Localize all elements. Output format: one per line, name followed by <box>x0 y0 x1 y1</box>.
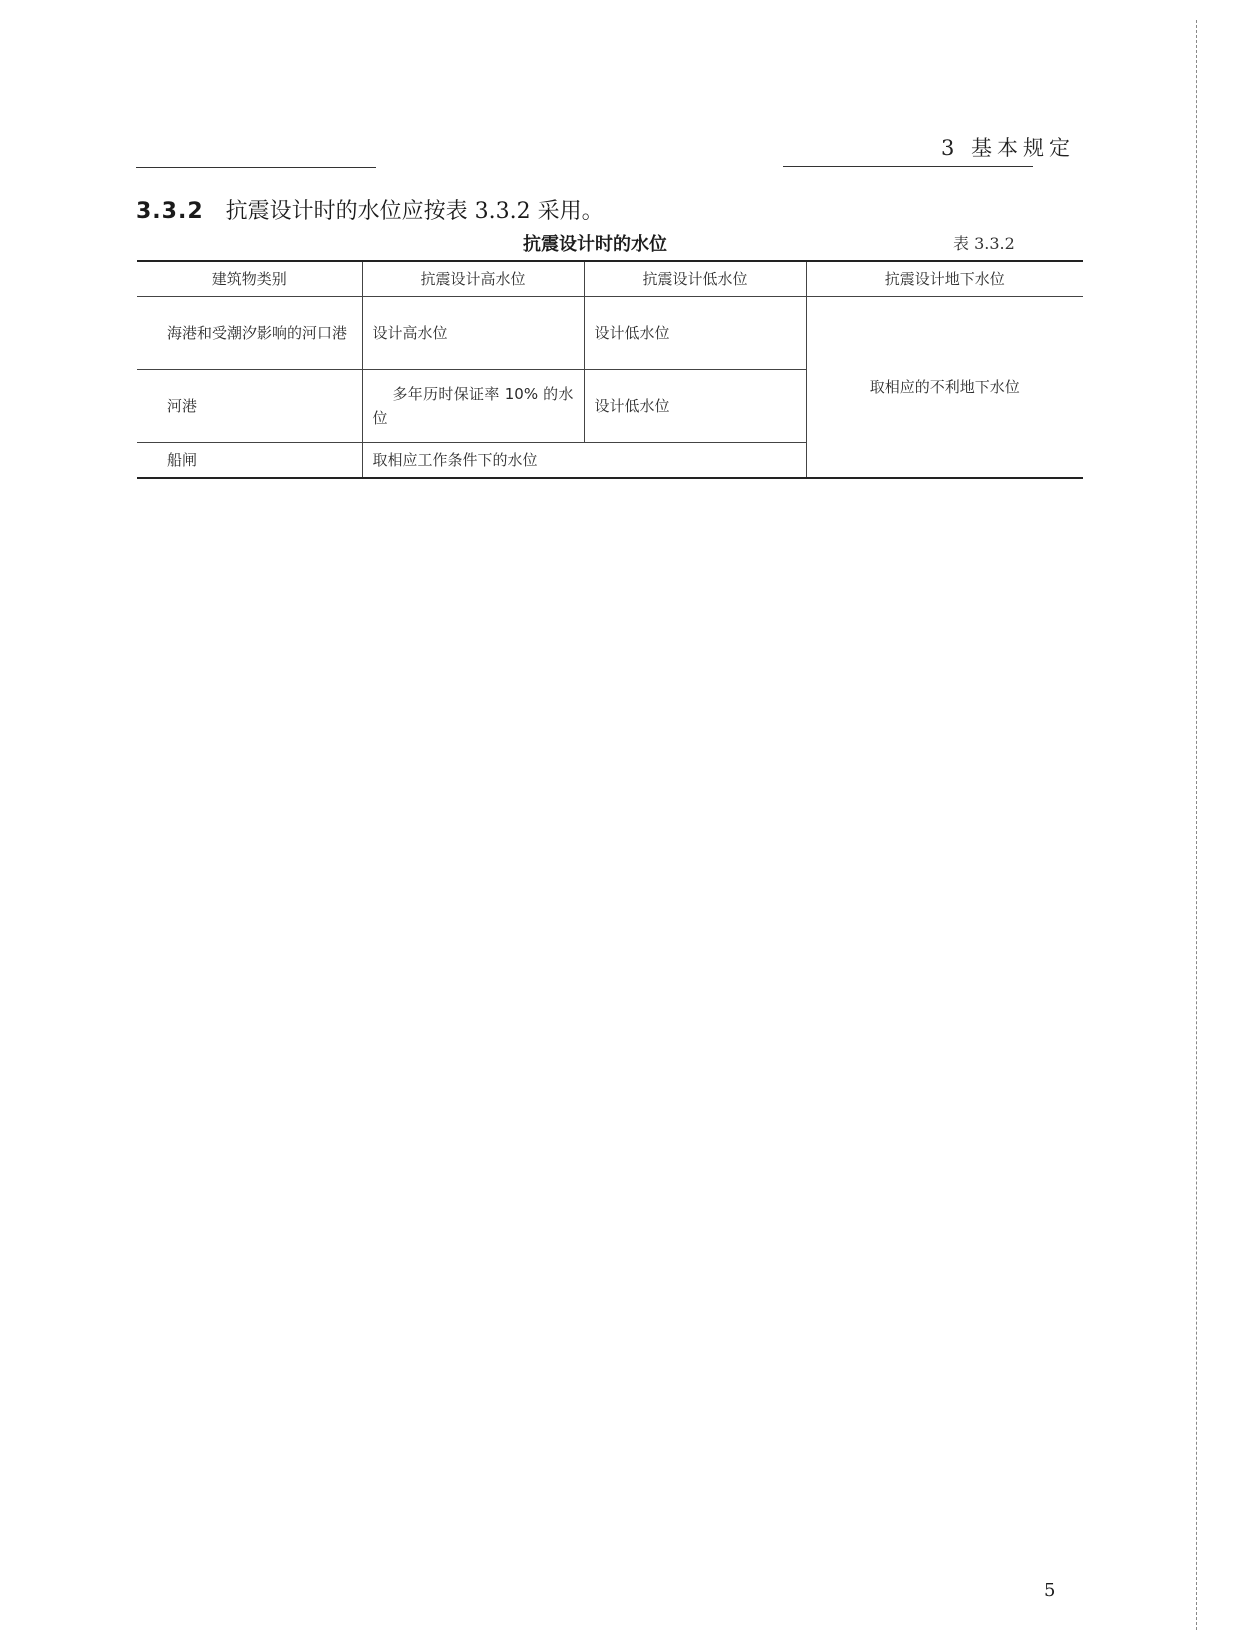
cell-low-water: 设计低水位 <box>584 297 806 370</box>
table-header-row <box>137 261 1083 297</box>
clause-text: 抗震设计时的水位应按表 3.3.2 采用。 <box>225 199 604 224</box>
water-level-table <box>137 260 1083 479</box>
scan-edge-line <box>1196 20 1197 1630</box>
header-low-water-level: 抗震设计低水位 <box>584 261 806 297</box>
header-rule-left <box>136 167 376 168</box>
table-title: 抗震设计时的水位 <box>523 234 667 255</box>
running-header: 3 基本规定 <box>941 136 1076 160</box>
header-rule-right <box>783 166 1033 167</box>
clause-number: 3.3.2 <box>136 199 204 224</box>
clause-paragraph <box>136 194 604 225</box>
cell-category: 海港和受潮汐影响的河口港 <box>137 297 362 370</box>
cell-merged-water-level: 取相应工作条件下的水位 <box>362 443 806 479</box>
table-number: 表 3.3.2 <box>953 234 1015 253</box>
header-building-category: 建筑物类别 <box>137 261 362 297</box>
page-number: 5 <box>1044 1580 1056 1601</box>
cell-high-water: 多年历时保证率 10% 的水位 <box>362 370 584 443</box>
cell-groundwater: 取相应的不利地下水位 <box>806 297 1083 479</box>
cell-high-water: 设计高水位 <box>362 297 584 370</box>
cell-category: 船闸 <box>137 443 362 479</box>
header-high-water-level: 抗震设计高水位 <box>362 261 584 297</box>
header-groundwater-level: 抗震设计地下水位 <box>806 261 1083 297</box>
table-row <box>137 297 1083 370</box>
cell-low-water: 设计低水位 <box>584 370 806 443</box>
cell-category: 河港 <box>137 370 362 443</box>
